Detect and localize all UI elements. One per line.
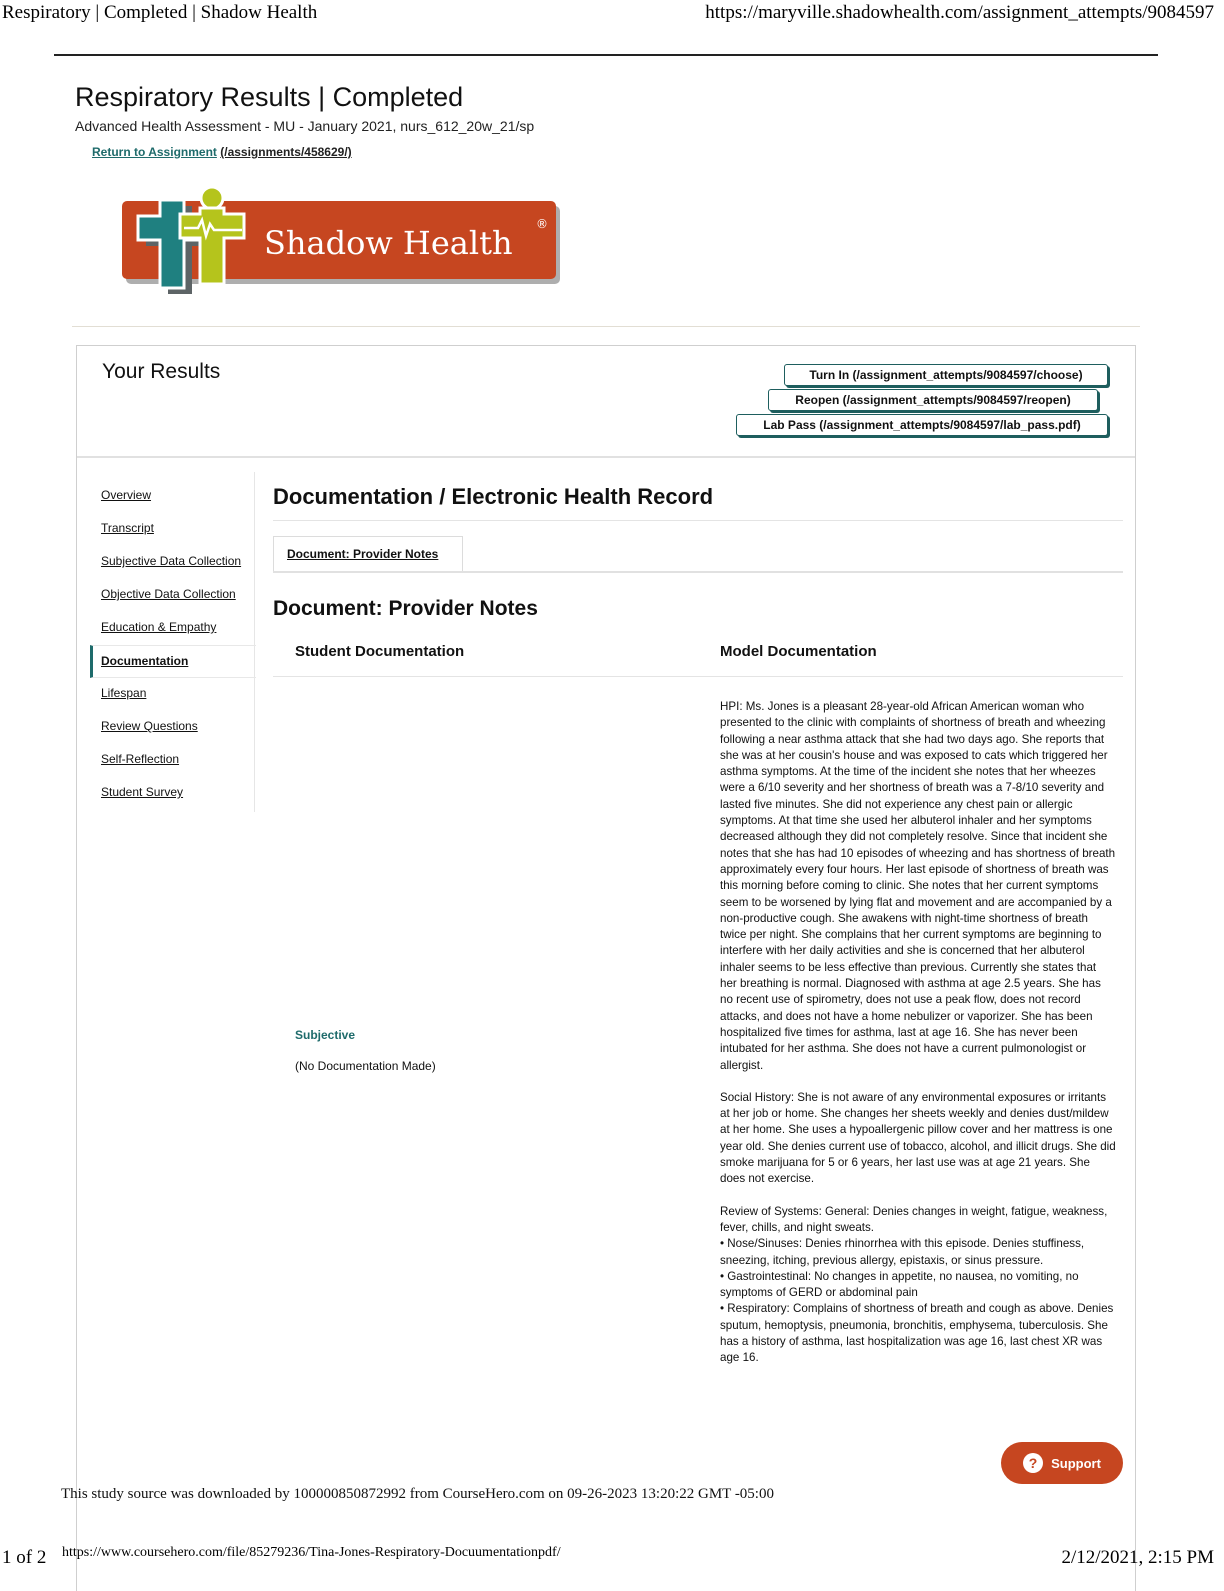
student-documentation-value: (No Documentation Made): [295, 1059, 436, 1073]
logo-text: Shadow Health: [264, 224, 513, 262]
coursehero-watermark: This study source was downloaded by 100000850872992 from CourseHero.com on 09-26-2023 13:20:22 GMT -05:00: [61, 1486, 774, 1502]
print-footer-page: 1 of 2: [2, 1547, 47, 1568]
lab-pass-button[interactable]: Lab Pass (/assignment_attempts/9084597/lab_pass.pdf): [736, 414, 1108, 436]
return-to-assignment-link[interactable]: Return to Assignment: [92, 145, 217, 159]
ros-respiratory: • Respiratory: Complains of shortness of breath and cough as above. Denies sputum, hemoptysis, pneumonia, bronchitis, emphysema, tuberculosis. She has a history of asthma, last hospitalization was age 16, last chest XR was age 16.: [720, 1302, 1114, 1365]
sidebar-item-review-questions[interactable]: Review Questions: [101, 719, 198, 733]
print-footer-date: 2/12/2021, 2:15 PM: [1061, 1547, 1214, 1568]
results-card-divider: [77, 456, 1135, 458]
model-documentation-text: [720, 699, 1116, 1367]
sidebar-nav: [90, 480, 256, 810]
document-heading: Document: Provider Notes: [273, 597, 538, 620]
sidebar-item-subjective-data[interactable]: Subjective Data Collection: [101, 554, 242, 568]
subjective-label: Subjective: [295, 1028, 356, 1042]
print-footer-url: https://www.coursehero.com/file/85279236/Tina-Jones-Respiratory-Docuumentationpdf/: [62, 1545, 561, 1560]
results-title: Your Results: [102, 360, 221, 383]
documentation-title: Documentation / Electronic Health Record: [273, 484, 714, 509]
header-divider: [54, 54, 1158, 56]
model-hpi: HPI: Ms. Jones is a pleasant 28-year-old African American woman who presented to the clinic with complaints of shortness of breath and wheezing following a near asthma attack that she had two days ago. She reports that she was at her cousin's house and was exposed to cats which triggered her asthma symptoms. At the time of the incident she notes that her wheezes were a 6/10 severity and her shortness of breath was a 7-8/10 severity and lasted five minutes. She did not experience any chest pain or allergic symptoms. At that time she used her albuterol inhaler and her symptoms decreased although they did not completely resolve. Since that incident she notes that she has had 10 episodes of wheezing and has shortness of breath approximately every four hours. Her last episode of shortness of breath was this morning before coming to clinic. She notes that her current symptoms seem to be worsened by lying flat and movement and are accompanied by a non-productive cough. She awakens with night-time shortness of breath twice per night. She complains that her current symptoms are beginning to interfere with her daily activities and she is concerned that her albuterol inhaler seems to be less effective than previous. Currently she states that her breathing is normal. Diagnosed with asthma at age 2.5 years. She has no recent use of spirometry, does not use a peak flow, does not record attacks, and does not have a home nebulizer or vaporizer. She has been hospitalized five times for asthma, last at age 16. She has never been intubated for her asthma. She does not have a current pulmonologist or allergist.: [720, 700, 1116, 1072]
question-icon: ?: [1023, 1453, 1043, 1473]
sidebar-item-transcript[interactable]: Transcript: [101, 521, 154, 535]
course-subtitle: Advanced Health Assessment - MU - January 2021, nurs_612_20w_21/sp: [75, 118, 535, 134]
return-url: (/assignments/458629/): [220, 145, 352, 159]
sidebar-item-self-reflection[interactable]: Self-Reflection: [101, 752, 180, 766]
print-header-url: https://maryville.shadowhealth.com/assignment_attempts/9084597: [705, 2, 1214, 23]
sidebar-item-lifespan[interactable]: Lifespan: [101, 686, 147, 700]
sidebar-item-education-empathy[interactable]: Education & Empathy: [101, 620, 217, 634]
tab-provider-notes-label[interactable]: Document: Provider Notes: [287, 547, 439, 561]
columns-divider: [273, 676, 1123, 677]
ros-gastrointestinal: • Gastrointestinal: No changes in appetite, no nausea, no vomiting, no symptoms of GERD or abdominal pain: [720, 1269, 1079, 1300]
logo-registered-mark: ®: [536, 217, 548, 231]
ros-general: Review of Systems: General: Denies changes in weight, fatigue, weakness, fever, chills, and night sweats.: [720, 1204, 1108, 1234]
sidebar-item-objective-data[interactable]: Objective Data Collection: [101, 587, 236, 601]
sidebar-item-documentation[interactable]: Documentation: [90, 645, 256, 678]
return-row: [92, 145, 352, 159]
documentation-divider: [273, 520, 1123, 521]
section-divider: [72, 326, 1140, 327]
model-documentation-header: Model Documentation: [720, 643, 877, 660]
support-button[interactable]: [1001, 1442, 1123, 1484]
page-title: Respiratory Results | Completed: [75, 82, 464, 112]
sidebar-item-student-survey[interactable]: Student Survey: [101, 785, 184, 799]
turn-in-button[interactable]: Turn In (/assignment_attempts/9084597/choose): [784, 364, 1108, 386]
reopen-button[interactable]: Reopen (/assignment_attempts/9084597/reopen): [768, 389, 1098, 411]
print-header-title: Respiratory | Completed | Shadow Health: [2, 2, 318, 23]
shadow-health-logo: [118, 184, 564, 300]
model-review-of-systems: [720, 1204, 1116, 1367]
support-label: Support: [1051, 1455, 1101, 1471]
student-documentation-header: Student Documentation: [295, 643, 465, 660]
sidebar-item-overview[interactable]: Overview: [101, 488, 152, 502]
tab-divider: [273, 571, 1123, 573]
ros-nose-sinuses: • Nose/Sinuses: Denies rhinorrhea with this episode. Denies stuffiness, sneezing, itching, previous allergy, epistaxis, or sinus pressure.: [720, 1237, 1085, 1267]
model-social-history: Social History: She is not aware of any environmental exposures or irritants at her job or home. She changes her sheets weekly and denies dust/mildew at her home. She uses a hypoallergenic pillow cover and her mattress is one year old. She denies current use of tobacco, alcohol, and illicit drugs. She did smoke marijuana for 5 or 6 years, her last use was at age 21 years. She does not exercise.: [720, 1090, 1116, 1186]
